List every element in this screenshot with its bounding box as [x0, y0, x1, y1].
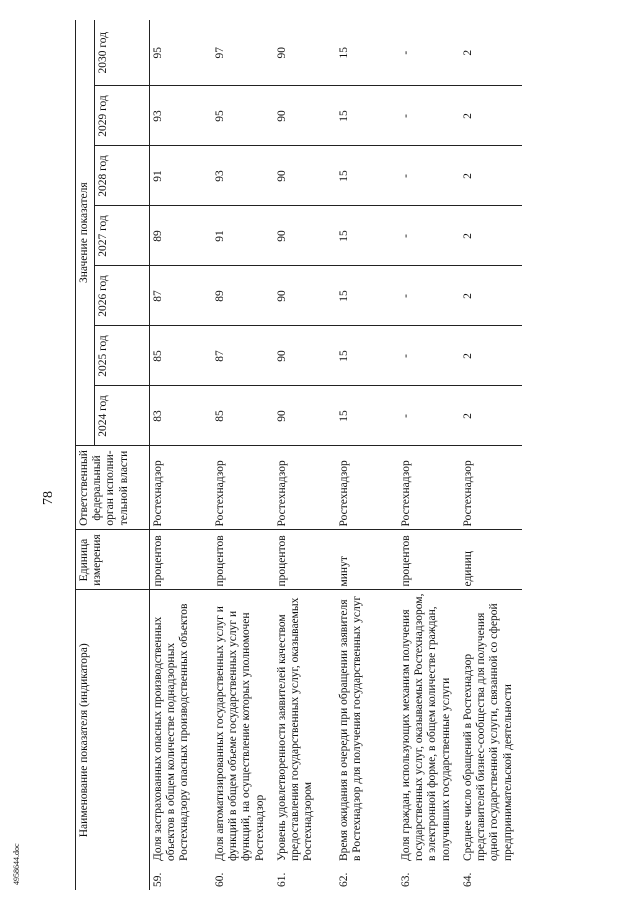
- table-row: [398, 20, 460, 890]
- indicator-table-container: [75, 20, 635, 890]
- value-cell: 15: [336, 86, 398, 146]
- value-cell: 15: [336, 146, 398, 206]
- value-cell: 15: [336, 266, 398, 326]
- responsible-body-cell: Ростехнадзор: [398, 446, 460, 530]
- indicator-name-cell: [274, 590, 336, 890]
- value-cell: 89: [212, 266, 274, 326]
- value-cell: -: [398, 206, 460, 266]
- table-row: [212, 20, 274, 890]
- header-year: 2030 год: [95, 20, 150, 86]
- header-responsible-body: Ответственный федеральный орган исполни-тельной власти: [76, 446, 150, 530]
- header-year: 2026 год: [95, 266, 150, 326]
- header-indicator-name: Наименование показателя (индикатора): [76, 590, 150, 890]
- indicator-name: Уровень удовлетворенности заявителей качеством предоставления государственных услуг, оказываемых Ростехнадзором: [276, 597, 315, 861]
- document-footer: [10, 0, 24, 905]
- row-number: 61.: [276, 872, 288, 887]
- value-cell: 90: [274, 146, 336, 206]
- header-year: 2028 год: [95, 146, 150, 206]
- value-cell: 87: [150, 266, 213, 326]
- value-cell: 15: [336, 326, 398, 386]
- indicator-name-cell: [460, 590, 522, 890]
- responsible-body-cell: Ростехнадзор: [460, 446, 522, 530]
- document-footer-filename: 4958644.doc: [12, 843, 21, 885]
- value-cell: 90: [274, 86, 336, 146]
- unit-cell: процентов: [150, 530, 213, 590]
- value-cell: 2: [460, 20, 522, 86]
- responsible-body-cell: Ростехнадзор: [212, 446, 274, 530]
- value-cell: 2: [460, 386, 522, 446]
- value-cell: 15: [336, 206, 398, 266]
- value-cell: 2: [460, 326, 522, 386]
- value-cell: 95: [150, 20, 213, 86]
- value-cell: 90: [274, 326, 336, 386]
- responsible-body-cell: Ростехнадзор: [336, 446, 398, 530]
- value-cell: 2: [460, 146, 522, 206]
- value-cell: 85: [212, 386, 274, 446]
- responsible-body-cell: Ростехнадзор: [150, 446, 213, 530]
- unit-cell: единиц: [460, 530, 522, 590]
- value-cell: 97: [212, 20, 274, 86]
- value-cell: 93: [150, 86, 213, 146]
- row-number: 62.: [338, 872, 350, 887]
- indicator-name-cell: [398, 590, 460, 890]
- unit-cell: процентов: [212, 530, 274, 590]
- unit-cell: процентов: [398, 530, 460, 590]
- value-cell: 90: [274, 386, 336, 446]
- unit-cell: процентов: [274, 530, 336, 590]
- indicator-name: Среднее число обращений в Ростехнадзор представителей бизнес-сообщества для получения одной государственной услуги, связанной со сферой предпринимательской деятельности: [462, 603, 514, 861]
- row-number: 63.: [400, 872, 412, 887]
- value-cell: -: [398, 146, 460, 206]
- header-year: 2024 год: [95, 386, 150, 446]
- value-cell: 91: [150, 146, 213, 206]
- indicator-table: [75, 20, 522, 890]
- value-cell: 90: [274, 206, 336, 266]
- value-cell: 87: [212, 326, 274, 386]
- value-cell: 15: [336, 20, 398, 86]
- page-number-text: 78: [41, 491, 56, 505]
- page-number: [35, 0, 63, 905]
- header-unit: Единица измерения: [76, 530, 150, 590]
- responsible-body-cell: Ростехнадзор: [274, 446, 336, 530]
- indicator-name: Доля граждан, использующих механизм получения государственных услуг, оказываемых Ростехнадзором, в электронной форме, в общем количестве граждан, получивших государственные услуги: [400, 593, 452, 861]
- value-cell: -: [398, 326, 460, 386]
- row-number: 59.: [152, 872, 164, 887]
- row-number: 64.: [462, 872, 474, 887]
- table-row: [150, 20, 213, 890]
- unit-cell: минут: [336, 530, 398, 590]
- header-year: 2029 год: [95, 86, 150, 146]
- value-cell: 90: [274, 20, 336, 86]
- value-cell: -: [398, 86, 460, 146]
- value-cell: 2: [460, 266, 522, 326]
- indicator-name-cell: [212, 590, 274, 890]
- value-cell: -: [398, 386, 460, 446]
- indicator-name: Доля автоматизированных государственных услуг и функций в общем объеме государственных услуг и функций, на осуществление которых уполномочен Ростехнадзор: [214, 606, 266, 861]
- header-year: 2025 год: [95, 326, 150, 386]
- indicator-name: Доля застрахованных опасных производственных объектов в общем количестве поднадзорных Ростехнадзору опасных производственных объектов: [152, 603, 191, 861]
- header-values-group: Значение показателя: [76, 20, 95, 446]
- indicator-name-cell: [336, 590, 398, 890]
- value-cell: 2: [460, 86, 522, 146]
- table-row: [336, 20, 398, 890]
- table-header: [76, 20, 150, 890]
- indicator-name-cell: [150, 590, 213, 890]
- value-cell: -: [398, 266, 460, 326]
- value-cell: 93: [212, 146, 274, 206]
- value-cell: 91: [212, 206, 274, 266]
- value-cell: 2: [460, 206, 522, 266]
- value-cell: 89: [150, 206, 213, 266]
- value-cell: 85: [150, 326, 213, 386]
- value-cell: 83: [150, 386, 213, 446]
- row-number: 60.: [214, 872, 226, 887]
- value-cell: 95: [212, 86, 274, 146]
- value-cell: 90: [274, 266, 336, 326]
- header-year: 2027 год: [95, 206, 150, 266]
- table-row: [274, 20, 336, 890]
- table-body: [150, 20, 523, 890]
- indicator-name: Время ожидания в очереди при обращении заявителя в Ростехнадзор для получения государственных услуг: [338, 595, 364, 861]
- table-row: [460, 20, 522, 890]
- value-cell: -: [398, 20, 460, 86]
- value-cell: 15: [336, 386, 398, 446]
